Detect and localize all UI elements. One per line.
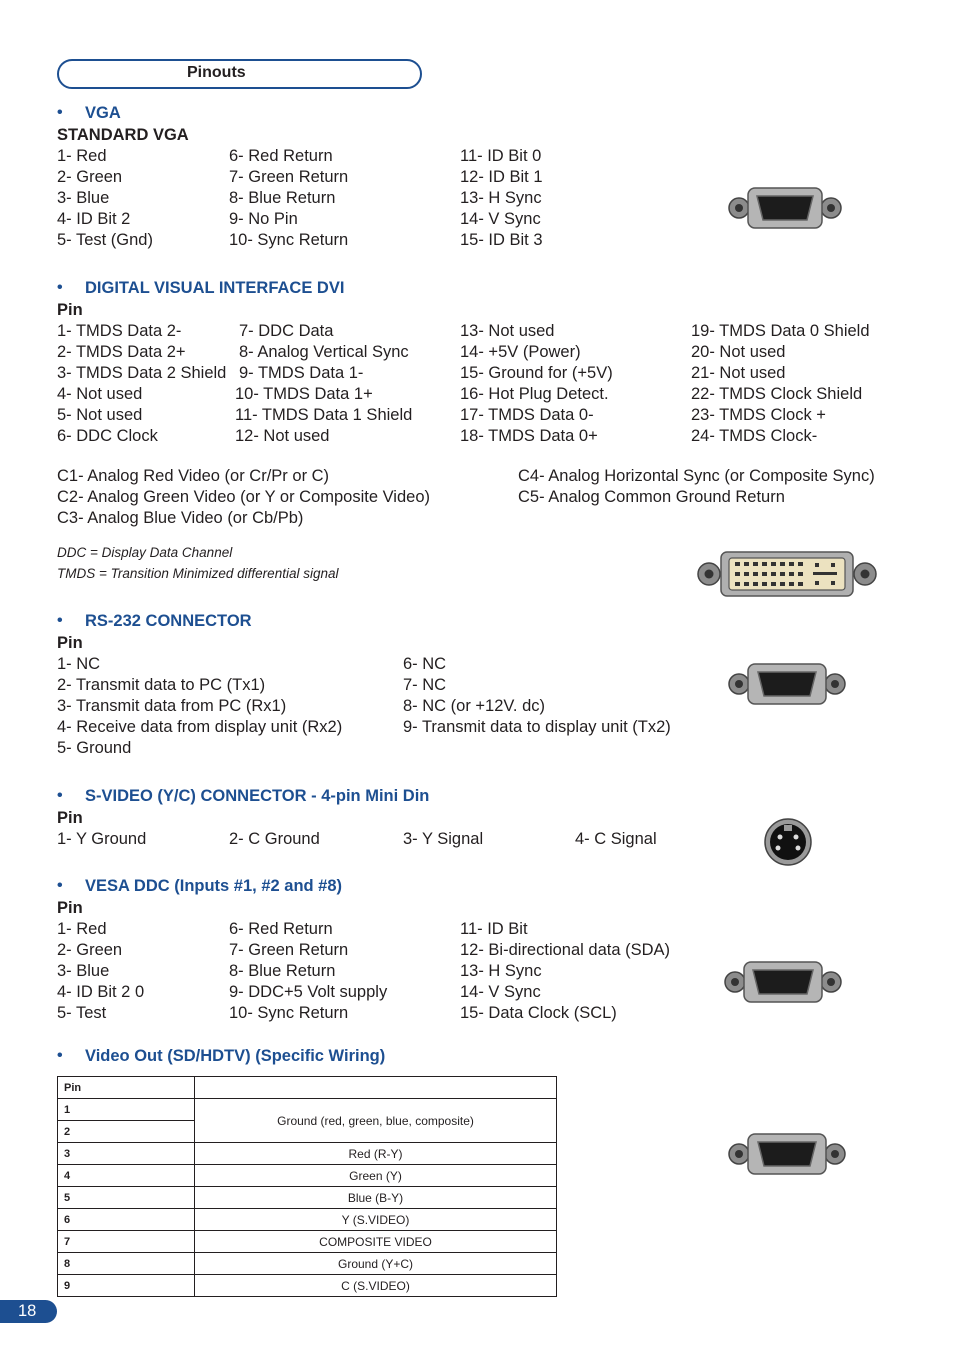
list-item: 8- Blue Return <box>229 962 336 980</box>
list-item: 24- TMDS Clock- <box>691 427 818 445</box>
list-item: 16- Hot Plug Detect. <box>460 385 609 403</box>
list-item: 12- ID Bit 1 <box>460 168 543 186</box>
list-item: 2- Transmit data to PC (Tx1) <box>57 676 266 694</box>
db9-connector-icon <box>728 661 846 707</box>
rs232-subheading: Pin <box>57 634 83 652</box>
list-item: 11- TMDS Data 1 Shield <box>235 406 413 424</box>
list-item: 4- ID Bit 2 0 <box>57 983 145 1001</box>
vga-subheading: STANDARD VGA <box>57 126 189 144</box>
list-item: 15- ID Bit 3 <box>460 231 543 249</box>
vga-connector-icon <box>728 185 842 231</box>
dvi-col2 <box>235 321 412 447</box>
page-title: Pinouts <box>187 64 246 81</box>
table-cell-desc: Red (R-Y) <box>195 1143 557 1165</box>
list-item: 22- TMDS Clock Shield <box>691 385 863 403</box>
list-item: 1- Red <box>57 920 107 938</box>
table-cell-desc: COMPOSITE VIDEO <box>195 1231 557 1253</box>
vga-connector-icon <box>724 959 842 1005</box>
table-cell-desc: C (S.VIDEO) <box>195 1275 557 1297</box>
table-cell-pin: 9 <box>58 1275 195 1297</box>
bullet: • <box>57 1047 63 1064</box>
list-item: 13- H Sync <box>460 189 542 207</box>
list-item: 4- Not used <box>57 385 143 403</box>
videoout-pin-table <box>57 1076 557 1297</box>
table-cell-desc: Y (S.VIDEO) <box>195 1209 557 1231</box>
table-cell-pin: 2 <box>58 1121 195 1143</box>
list-item: C5- Analog Common Ground Return <box>518 488 785 506</box>
list-item: 2- Green <box>57 168 123 186</box>
dvi-connector-icon <box>697 550 877 598</box>
list-item: 14- V Sync <box>460 210 541 228</box>
list-item: 3- TMDS Data 2 Shield <box>57 364 227 382</box>
table-cell-pin: 5 <box>58 1187 195 1209</box>
table-cell-desc: Blue (B-Y) <box>195 1187 557 1209</box>
list-item: 15- Ground for (+5V) <box>460 364 613 382</box>
table-cell-desc: Ground (red, green, blue, composite) <box>195 1099 557 1143</box>
list-item: 20- Not used <box>691 343 786 361</box>
list-item: 9- Transmit data to display unit (Tx2) <box>403 718 671 736</box>
list-item: 7- DDC Data <box>239 322 334 340</box>
rs232-col1 <box>57 654 342 759</box>
table-row <box>58 1099 557 1121</box>
dvi-col3 <box>460 321 613 447</box>
list-item: 4- C Signal <box>575 830 657 848</box>
list-item: 1- TMDS Data 2- <box>57 322 182 340</box>
bullet: • <box>57 104 63 121</box>
bullet: • <box>57 877 63 894</box>
table-cell-pin: 8 <box>58 1253 195 1275</box>
list-item: 9- DDC+5 Volt supply <box>229 983 388 1001</box>
list-item: 17- TMDS Data 0- <box>460 406 594 424</box>
dvi-col1 <box>57 321 226 447</box>
list-item: 12- Not used <box>235 427 330 445</box>
list-item: 2- Green <box>57 941 123 959</box>
list-item: 15- Data Clock (SCL) <box>460 1004 617 1022</box>
list-item: 10- Sync Return <box>229 231 349 249</box>
table-row <box>58 1077 557 1099</box>
list-item: 7- NC <box>403 676 447 694</box>
svideo-subheading: Pin <box>57 809 83 827</box>
dvi-heading: DIGITAL VISUAL INTERFACE DVI <box>85 279 345 297</box>
table-cell-pin: 1 <box>58 1099 195 1121</box>
list-item: 8- Blue Return <box>229 189 336 207</box>
list-item: C1- Analog Red Video (or Cr/Pr or C) <box>57 467 330 485</box>
bullet: • <box>57 787 63 804</box>
list-item: 2- TMDS Data 2+ <box>57 343 186 361</box>
table-row <box>58 1231 557 1253</box>
dvi-col4 <box>691 321 870 447</box>
list-item: 21- Not used <box>691 364 786 382</box>
vesa-col3 <box>460 919 670 1024</box>
list-item: 4- Receive data from display unit (Rx2) <box>57 718 343 736</box>
list-item: 1- Y Ground <box>57 830 147 848</box>
bullet: • <box>57 612 63 629</box>
vga-col1 <box>57 146 153 251</box>
list-item: C2- Analog Green Video (or Y or Composite Video) <box>57 488 430 506</box>
list-item: 8- NC (or +12V. dc) <box>403 697 545 715</box>
list-item: 10- Sync Return <box>229 1004 349 1022</box>
bullet: • <box>57 279 63 296</box>
table-row <box>58 1143 557 1165</box>
vga-col3 <box>460 146 543 251</box>
videoout-heading: Video Out (SD/HDTV) (Specific Wiring) <box>85 1047 386 1065</box>
list-item: 6- NC <box>403 655 447 673</box>
list-item: 1- NC <box>57 655 101 673</box>
dvi-subheading: Pin <box>57 301 83 319</box>
list-item: 9- TMDS Data 1- <box>239 364 364 382</box>
list-item: 5- Not used <box>57 406 143 424</box>
dvi-analog-right <box>518 466 875 508</box>
table-cell-desc: Ground (Y+C) <box>195 1253 557 1275</box>
list-item: 5- Test (Gnd) <box>57 231 153 249</box>
table-cell-pin: 4 <box>58 1165 195 1187</box>
mini-din-connector-icon <box>763 817 813 867</box>
list-item: 7- Green Return <box>229 941 349 959</box>
list-item: 3- Blue <box>57 962 110 980</box>
list-item: 5- Test <box>57 1004 107 1022</box>
list-item: 11- ID Bit 0 <box>460 147 542 165</box>
table-row <box>58 1209 557 1231</box>
list-item: 7- Green Return <box>229 168 349 186</box>
list-item: 14- +5V (Power) <box>460 343 581 361</box>
list-item: 8- Analog Vertical Sync <box>239 343 409 361</box>
list-item: 6- DDC Clock <box>57 427 158 445</box>
vga-col2 <box>229 146 348 251</box>
list-item: 1- Red <box>57 147 107 165</box>
list-item: 19- TMDS Data 0 Shield <box>691 322 870 340</box>
rs232-col2 <box>403 654 671 738</box>
list-item: 23- TMDS Clock + <box>691 406 826 424</box>
list-item: 3- Y Signal <box>403 830 484 848</box>
table-header-desc <box>195 1077 557 1099</box>
dvi-note-ddc: DDC = Display Data Channel <box>57 545 233 560</box>
list-item: 4- ID Bit 2 <box>57 210 131 228</box>
list-item: C4- Analog Horizontal Sync (or Composite Sync) <box>518 467 875 485</box>
list-item: C3- Analog Blue Video (or Cb/Pb) <box>57 509 304 527</box>
list-item: 2- C Ground <box>229 830 320 848</box>
list-item: 3- Transmit data from PC (Rx1) <box>57 697 287 715</box>
list-item: 14- V Sync <box>460 983 541 1001</box>
page-number: 18 <box>0 1300 57 1323</box>
vesa-subheading: Pin <box>57 899 83 917</box>
dvi-analog-left <box>57 466 430 529</box>
table-row <box>58 1253 557 1275</box>
list-item: 13- Not used <box>460 322 555 340</box>
vesa-col2 <box>229 919 387 1024</box>
list-item: 12- Bi-directional data (SDA) <box>460 941 671 959</box>
vesa-col1 <box>57 919 144 1024</box>
dvi-note-tmds: TMDS = Transition Minimized differential signal <box>57 566 339 581</box>
list-item: 18- TMDS Data 0+ <box>460 427 598 445</box>
list-item: 13- H Sync <box>460 962 542 980</box>
list-item: 6- Red Return <box>229 147 333 165</box>
svideo-heading: S-VIDEO (Y/C) CONNECTOR - 4-pin Mini Din <box>85 787 430 805</box>
table-row <box>58 1165 557 1187</box>
rs232-heading: RS-232 CONNECTOR <box>85 612 252 630</box>
list-item: 9- No Pin <box>229 210 298 228</box>
list-item: 6- Red Return <box>229 920 333 938</box>
table-cell-pin: 7 <box>58 1231 195 1253</box>
table-cell-pin: 3 <box>58 1143 195 1165</box>
list-item: 11- ID Bit <box>460 920 528 938</box>
vga-heading: VGA <box>85 104 121 122</box>
list-item: 5- Ground <box>57 739 132 757</box>
table-header-pin: Pin <box>58 1077 195 1099</box>
vesa-heading: VESA DDC (Inputs #1, #2 and #8) <box>85 877 343 895</box>
table-row <box>58 1187 557 1209</box>
list-item: 10- TMDS Data 1+ <box>235 385 373 403</box>
list-item: 3- Blue <box>57 189 110 207</box>
table-cell-pin: 6 <box>58 1209 195 1231</box>
table-row <box>58 1275 557 1297</box>
table-cell-desc: Green (Y) <box>195 1165 557 1187</box>
db9-connector-icon <box>728 1131 846 1177</box>
